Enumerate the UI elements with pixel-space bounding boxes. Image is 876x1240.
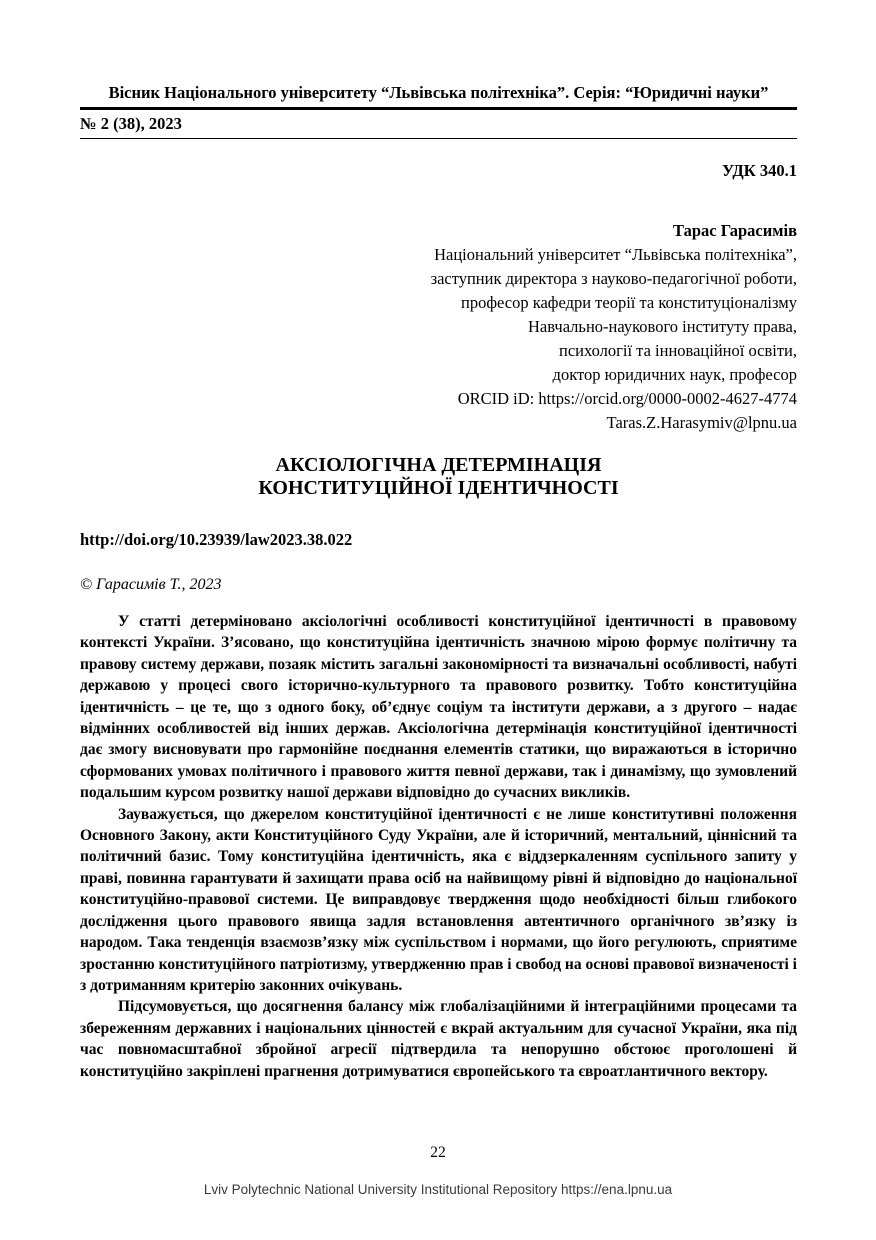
article-title-line-2: КОНСТИТУЦІЙНОЇ ІДЕНТИЧНОСТІ	[258, 477, 619, 499]
repository-footer: Lviv Polytechnic National University Institutional Repository https://ena.lpnu.ua	[203, 1182, 673, 1197]
author-name: Тарас Гарасимів	[672, 221, 797, 240]
author-orcid: ORCID iD: https://orcid.org/0000-0002-4627-4774	[457, 389, 797, 408]
author-affiliation-line: заступник директора з науково-педагогічної роботи,	[430, 269, 797, 288]
author-block	[80, 219, 797, 435]
page-number: 22	[430, 1144, 446, 1161]
copyright-notice: © Гарасимів Т., 2023	[80, 576, 222, 593]
abstract-paragraph: Підсумовується, що досягнення балансу між глобалізаційними й інтеграційними процесами та збереженням державних і національних цінностей є вкрай актуальним для сучасної України, яка під час повномасштабної збройної агресії підтвердила та непорушно обстоює проголошені й конституційно закріплені прагнення дотримуватися європейського та євроатлантичного вектору.	[80, 998, 797, 1080]
article-title	[80, 454, 797, 500]
journal-header	[80, 83, 797, 139]
journal-title: Вісник Національного університету “Львівська політехніка”. Серія: “Юридичні науки”	[80, 83, 797, 110]
doi-link: http://doi.org/10.23939/law2023.38.022	[80, 530, 353, 549]
article-title-line-1: АКСІОЛОГІЧНА ДЕТЕРМІНАЦІЯ	[275, 454, 602, 476]
author-affiliation-line: психології та інноваційної освіти,	[559, 341, 797, 360]
journal-issue-number: № 2 (38), 2023	[80, 110, 797, 139]
author-email: Taras.Z.Harasymiv@lpnu.ua	[606, 413, 797, 432]
author-affiliation-line: професор кафедри теорії та конституціоналізму	[460, 293, 797, 312]
abstract-paragraph: У статті детерміновано аксіологічні особливості конституційної ідентичності в правовому контексті України. З’ясовано, що конституційна ідентичність значною мірою формує політичну та правову систему держави, позаяк містить загальні закономірності та визначальні особливості, набуті державою у процесі свого історично-культурного та правового розвитку. Тобто конституційна ідентичність – це те, що з одного боку, об’єднує соціум та інститути держави, а з другого – надає відмінних особливостей від інших держав. Аксіологічна детермінація конституційної ідентичності дає змогу висновувати про гармонійне поєднання елементів статики, що виражаються в історично сформованих умовах політичного і правового життя певної держави, так і динамізму, що зумовлений подальшим курсом розвитку нашої держави відповідно до сучасних викликів.	[80, 613, 797, 802]
author-affiliation-line: Навчально-наукового інституту права,	[528, 317, 797, 336]
abstract	[80, 611, 797, 1082]
abstract-paragraph: Зауважується, що джерелом конституційної ідентичності є не лише конститутивні положення Основного Закону, акти Конституційного Суду України, але й історичний, ментальний, ціннісний та політичний базис. Тому конституційна ідентичність, яка є віддзеркаленням суспільного запиту у праві, повинна гарантувати й захищати права осіб на найвищому рівні й відповідно до національної конституційно-правової системи. Це виправдовує твердження щодо необхідності більш глибокого дослідження цього правового явища задля встановлення автентичного органічного зв’язку із народом. Така тенденція взаємозв’язку між суспільством і нормами, що його регулюють, сприятиме зростанню конституційного патріотизму, утвердженню прав і свобод на основі правової визначеності і з дотриманням критерію законних очікувань.	[80, 805, 797, 994]
udc-code: УДК 340.1	[721, 161, 797, 180]
author-affiliation-line: Національний університет “Львівська політехніка”,	[434, 245, 797, 264]
author-affiliation-line: доктор юридичних наук, професор	[552, 365, 797, 384]
